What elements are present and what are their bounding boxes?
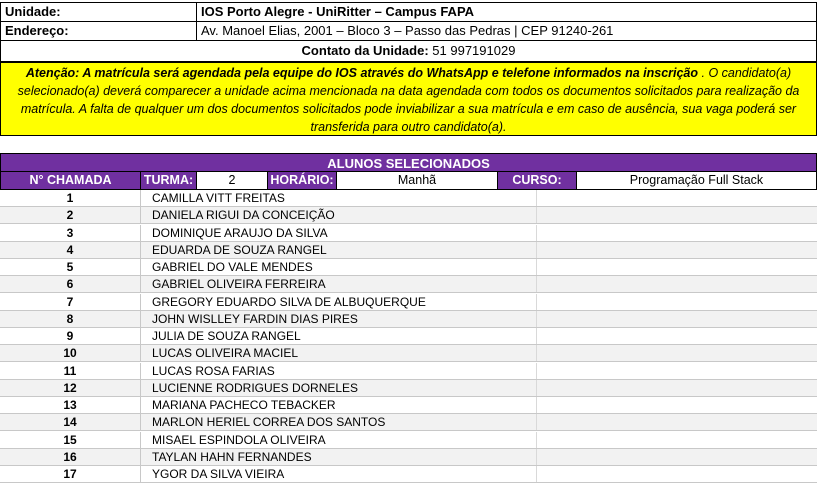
contato-label: Contato da Unidade:: [301, 43, 429, 58]
student-name: TAYLAN HAHN FERNANDES: [152, 449, 312, 464]
unidade-value: IOS Porto Alegre - UniRitter – Campus FAPA: [201, 4, 475, 19]
endereco-label: Endereço:: [1, 22, 197, 40]
notice-box: [0, 62, 817, 136]
row-number: 15: [63, 432, 77, 447]
row-divider: [140, 242, 141, 258]
student-name: MISAEL ESPINDOLA OLIVEIRA: [152, 432, 326, 447]
table-row: [0, 328, 817, 345]
row-divider: [140, 466, 141, 482]
row-divider: [140, 311, 141, 327]
row-divider: [140, 432, 141, 448]
row-divider: [536, 380, 537, 396]
row-divider: [536, 190, 537, 206]
row-number: 4: [66, 242, 74, 257]
row-number: 2: [66, 208, 74, 223]
table-row: [0, 276, 817, 293]
unidade-label: Unidade:: [1, 3, 197, 21]
row-number: 10: [63, 346, 77, 361]
row-divider: [536, 466, 537, 482]
row-number: 8: [66, 311, 74, 326]
row-divider: [536, 449, 537, 465]
row-divider: [140, 190, 141, 206]
endereco-row: [0, 22, 817, 41]
student-name: GREGORY EDUARDO SILVA DE ALBUQUERQUE: [152, 294, 426, 309]
row-divider: [140, 397, 141, 413]
table-row: [0, 414, 817, 431]
turma-label: TURMA:: [140, 172, 197, 190]
row-number: 1: [66, 191, 74, 205]
table-row: [0, 345, 817, 362]
row-divider: [140, 345, 141, 361]
row-divider: [536, 311, 537, 327]
student-name: GABRIEL OLIVEIRA FERREIRA: [152, 277, 326, 292]
row-divider: [140, 207, 141, 223]
row-number: 9: [66, 329, 74, 343]
table-row: [0, 432, 817, 449]
student-name: JULIA DE SOUZA RANGEL: [152, 329, 301, 343]
student-name: LUCAS OLIVEIRA MACIEL: [152, 346, 299, 361]
student-name: DANIELA RIGUI DA CONCEIÇÃO: [152, 208, 335, 223]
row-number: 11: [63, 363, 77, 378]
student-name: CAMILLA VITT FREITAS: [152, 191, 285, 205]
row-divider: [140, 276, 141, 292]
table-row: [0, 242, 817, 259]
curso-value: Programação Full Stack: [576, 172, 817, 190]
row-divider: [140, 225, 141, 241]
table-title: ALUNOS SELECIONADOS: [0, 153, 817, 172]
table-row: [0, 397, 817, 414]
table-row: [0, 449, 817, 466]
row-divider: [140, 449, 141, 465]
row-divider: [140, 380, 141, 396]
row-divider: [140, 294, 141, 310]
table-row: [0, 225, 817, 242]
turma-value: 2: [196, 172, 268, 190]
student-name: LUCIENNE RODRIGUES DORNELES: [152, 380, 359, 395]
contato-row: [0, 41, 817, 62]
row-divider: [536, 363, 537, 379]
student-name: GABRIEL DO VALE MENDES: [152, 260, 313, 274]
row-number: 13: [63, 398, 77, 412]
table-row: [0, 466, 817, 483]
row-divider: [536, 345, 537, 361]
row-number: 5: [66, 260, 74, 274]
row-divider: [140, 328, 141, 344]
table-row: [0, 259, 817, 276]
row-divider: [140, 414, 141, 430]
row-divider: [536, 259, 537, 275]
row-divider: [536, 294, 537, 310]
table-row: [0, 190, 817, 207]
student-name: DOMINIQUE ARAUJO DA SILVA: [152, 225, 328, 240]
row-divider: [536, 242, 537, 258]
row-divider: [536, 414, 537, 430]
row-number: 12: [63, 380, 77, 395]
student-name: LUCAS ROSA FARIAS: [152, 363, 275, 378]
col-chamada-header: N° CHAMADA: [0, 172, 141, 190]
row-divider: [536, 276, 537, 292]
student-name: JOHN WISLLEY FARDIN DIAS PIRES: [152, 311, 358, 326]
row-number: 17: [63, 467, 77, 481]
notice-lead: Atenção: A matrícula será agendada pela equipe do IOS através do WhatsApp e telefone informados na inscrição: [25, 66, 699, 80]
endereco-value: Av. Manoel Elias, 2001 – Bloco 3 – Passo das Pedras | CEP 91240-261: [201, 23, 614, 38]
row-number: 14: [63, 415, 77, 430]
row-divider: [536, 207, 537, 223]
row-divider: [536, 328, 537, 344]
row-number: 16: [63, 449, 77, 464]
row-number: 3: [66, 225, 74, 240]
student-name: MARLON HERIEL CORREA DOS SANTOS: [152, 415, 386, 430]
contato-value: 51 997191029: [432, 43, 516, 58]
row-divider: [140, 363, 141, 379]
row-divider: [536, 397, 537, 413]
row-number: 7: [66, 294, 74, 309]
row-divider: [140, 259, 141, 275]
curso-label: CURSO:: [497, 172, 577, 190]
table-row: [0, 311, 817, 328]
unidade-row: [0, 2, 817, 22]
student-name: MARIANA PACHECO TEBACKER: [152, 398, 336, 412]
row-divider: [536, 225, 537, 241]
horario-label: HORÁRIO:: [267, 172, 337, 190]
row-divider: [536, 432, 537, 448]
table-row: [0, 294, 817, 311]
table-row: [0, 363, 817, 380]
table-subheader: [0, 172, 817, 190]
student-name: EDUARDA DE SOUZA RANGEL: [152, 242, 327, 257]
student-name: YGOR DA SILVA VIEIRA: [152, 467, 285, 481]
row-number: 6: [66, 277, 74, 292]
table-row: [0, 207, 817, 224]
table-row: [0, 380, 817, 397]
notice-body: . O candidato(a) selecionado(a) deverá comparecer a unidade acima mencionada na data agendada com todos os documentos solicitados para realização da matrícula. A falta de qualquer um dos documentos solicitados pode inviabilizar a sua matrícula e em caso de ausência, sua vaga poderá ser transferida para outro candidato(a).: [17, 66, 800, 134]
horario-value: Manhã: [336, 172, 498, 190]
